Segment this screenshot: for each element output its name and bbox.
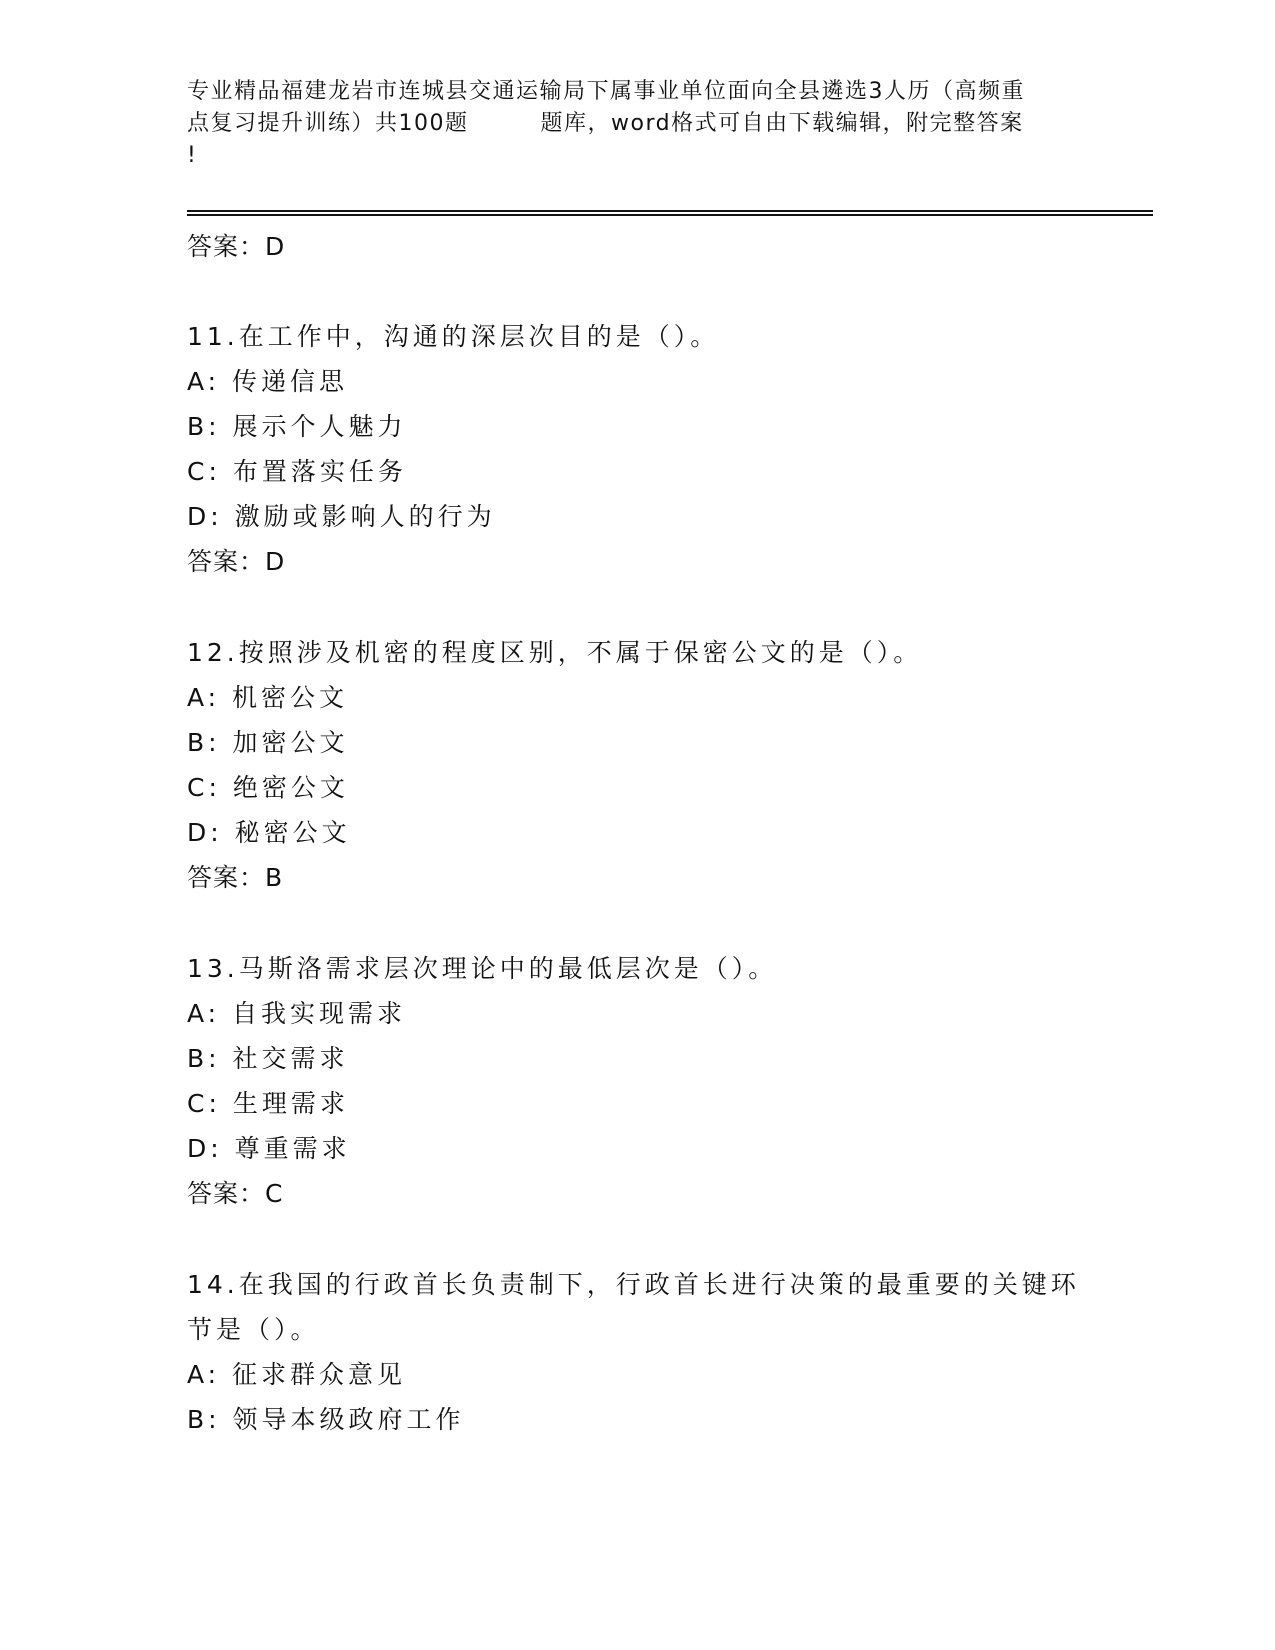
option-d: D: 激励或影响人的行为 [187,502,496,531]
option-a: A: 征求群众意见 [187,1360,407,1389]
option-d: D: 秘密公文 [187,818,351,847]
question-title-line-1: 14.在我国的行政首长负责制下，行政首长进行决策的最重要的关键环 [187,1270,1080,1299]
question-list [187,224,1087,1442]
question-11 [187,314,1087,584]
question-12 [187,630,1087,900]
header-line-3: ! [187,143,198,168]
option-c: C: 生理需求 [187,1089,349,1118]
answer: 答案：B [187,863,284,892]
previous-answer: 答案：D [187,232,286,261]
question-title: 11.在工作中，沟通的深层次目的是（）。 [187,322,720,351]
question-title-line-2: 节是（）。 [187,1315,320,1344]
answer: 答案：D [187,547,286,576]
header-line-1: 专业精品福建龙岩市连城县交通运输局下属事业单位面向全县遴选3人历（高频重 [187,79,1025,104]
header-line-2-part-2: 题库，word格式可自由下载编辑，附完整答案 [540,111,1024,136]
option-b: B: 展示个人魅力 [187,412,407,441]
option-a: A: 机密公文 [187,683,349,712]
option-b: B: 社交需求 [187,1044,349,1073]
question-14 [187,1262,1087,1442]
option-b: B: 加密公文 [187,728,349,757]
header-line-2 [187,108,1087,140]
header-line-2-part-1: 点复习提升训练）共100题 [187,111,469,136]
document-header [187,76,1087,172]
option-c: C: 绝密公文 [187,773,349,802]
question-title: 13.马斯洛需求层次理论中的最低层次是（）。 [187,954,778,983]
answer: 答案：C [187,1179,284,1208]
question-title: 12.按照涉及机密的程度区别，不属于保密公文的是（）。 [187,638,923,667]
option-a: A: 自我实现需求 [187,999,407,1028]
option-a: A: 传递信思 [187,367,349,396]
header-divider [187,210,1153,216]
question-13 [187,946,1087,1216]
option-c: C: 布置落实任务 [187,457,407,486]
option-b: B: 领导本级政府工作 [187,1405,465,1434]
option-d: D: 尊重需求 [187,1134,351,1163]
